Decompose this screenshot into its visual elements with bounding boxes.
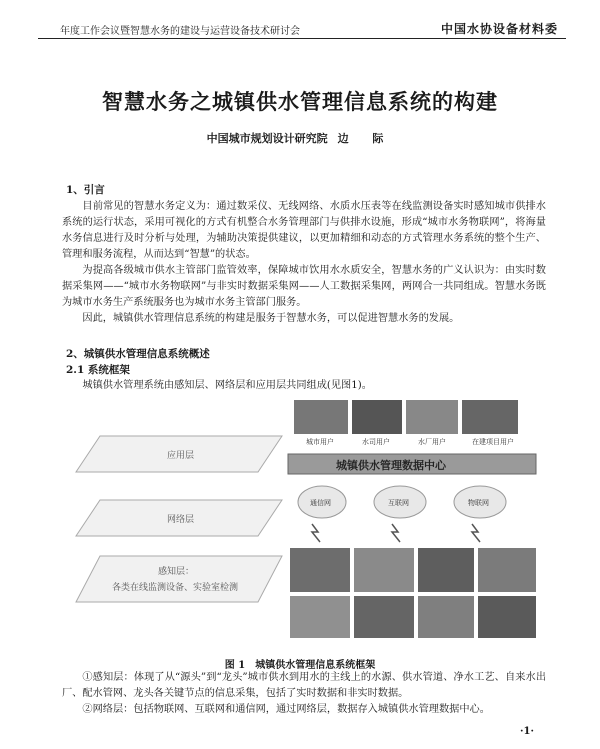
conference-title: 年度工作会议暨智慧水务的建设与运营设备技术研讨会	[60, 26, 300, 37]
author-line	[0, 130, 600, 146]
user-label: 在建项目用户	[472, 438, 514, 446]
monitoring-device-photo	[478, 548, 536, 592]
perception-layer-shape	[76, 556, 282, 602]
perception-layer-detail: 各类在线监测设备、实验室检测	[112, 583, 239, 593]
section-2-1-heading: 2.1 系统框架	[66, 364, 130, 376]
monitoring-device-photo	[354, 548, 414, 592]
paragraph: 城镇供水管理系统由感知层、网络层和应用层共同组成(见图1)。	[82, 380, 372, 391]
lab-testing-photo	[354, 596, 414, 638]
lab-testing-photo	[418, 596, 474, 638]
author-affiliation: 中国城市规划设计研究院	[206, 132, 328, 145]
layer-descriptions	[62, 670, 546, 718]
paragraph: 因此，城镇供水管理信息系统的构建是服务于智慧水务，可以促进智慧水务的发展。	[82, 313, 460, 324]
monitoring-device-photo	[418, 548, 474, 592]
project-user-photo	[462, 400, 518, 434]
page-title: 智慧水务之城镇供水管理信息系统的构建	[102, 90, 498, 114]
paragraph: ①感知层：体现了从“源头”到“龙头”城市供水到用水的主线上的水源、供水管道、净水工艺、自来水出厂、配水管网、龙头各关键节点的信息采集，包括了实时数据和非实时数据。	[62, 672, 546, 699]
lab-testing-photo	[478, 596, 536, 638]
intro-body	[62, 199, 546, 327]
lightning-icon	[392, 524, 400, 542]
lab-testing-photo	[290, 596, 350, 638]
lightning-icon	[472, 524, 480, 542]
system-framework-figure	[62, 398, 546, 646]
user-label: 水厂用户	[418, 438, 446, 446]
lightning-icon	[312, 524, 320, 542]
network-label: 互联网	[388, 499, 409, 507]
city-user-photo	[294, 400, 348, 434]
page-header	[38, 20, 566, 38]
publisher-name: 中国水协设备材料委	[440, 22, 558, 36]
framework-intro	[62, 378, 546, 394]
network-label: 物联网	[468, 499, 489, 507]
user-label: 城市用户	[306, 438, 334, 446]
water-company-user-photo	[352, 400, 402, 434]
perception-layer-label: 感知层：	[158, 567, 195, 577]
network-label: 通信网	[310, 499, 331, 507]
monitoring-device-photo	[290, 548, 350, 592]
paragraph: 目前常见的智慧水务定义为：通过数采仪、无线网络、水质水压表等在线监测设备实时感知城市供排水系统的运行状态，采用可视化的方式有机整合水务管理部门与供排水设施，形成“城市水务物联网”，将海量水务信息进行及时分析与处理，为辅助决策提供建议，以更加精细和动态的方式管理水务系统的整个生产、管理和服务流程，从而达到“智慧”的状态。	[62, 201, 546, 260]
water-plant-user-photo	[406, 400, 458, 434]
network-layer-label: 网络层	[167, 515, 195, 525]
paragraph: ②网络层：包括物联网、互联网和通信网，通过网络层，数据存入城镇供水管理数据中心。	[82, 704, 490, 715]
figure-caption: 图 1 城镇供水管理信息系统框架	[224, 660, 376, 671]
application-layer-label: 应用层	[167, 451, 195, 461]
author-name: 边 际	[337, 132, 394, 145]
paragraph: 为提高各级城市供水主管部门监管效率，保障城市饮用水水质安全，智慧水务的广义认识为：由实时数据采集网——“城市水务物联网”与非实时数据采集网——人工数据采集网，两网合一共同组成。智慧水务既为城市水务生产系统服务也为城市水务主管部门服务。	[62, 265, 546, 308]
header-rule	[38, 38, 566, 39]
intro-heading: 1、引言	[66, 184, 105, 196]
data-center-label: 城镇供水管理数据中心	[336, 459, 446, 472]
page-number: ·1·	[520, 726, 534, 737]
user-label: 水司用户	[362, 438, 390, 446]
section-2-heading: 2、城镇供水管理信息系统概述	[66, 348, 210, 360]
